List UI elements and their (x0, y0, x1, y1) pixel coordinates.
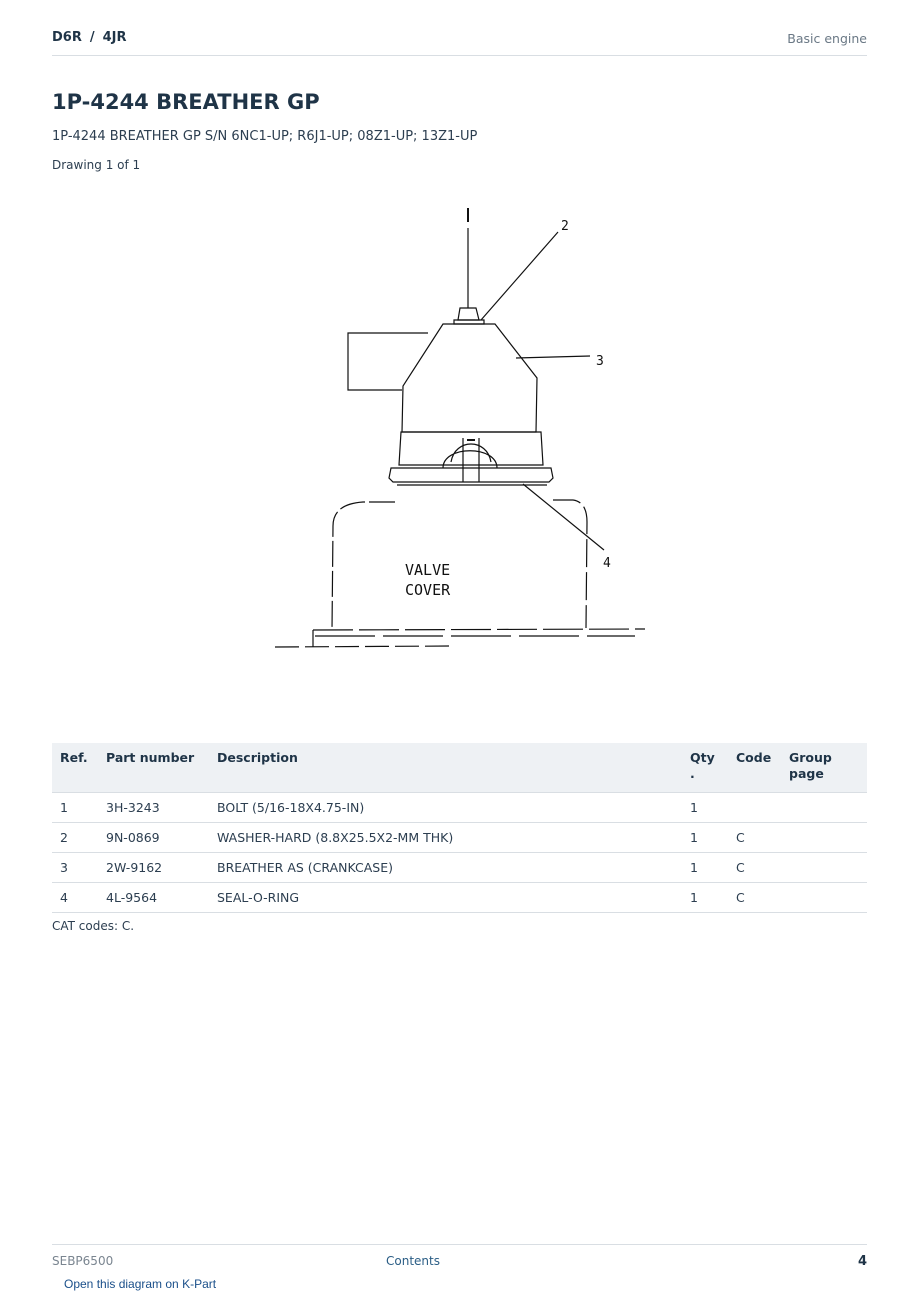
cell-group-page (781, 823, 867, 853)
cell-qty: 1 (682, 883, 728, 913)
cat-codes-note: CAT codes: C. (52, 919, 135, 933)
callout-2[interactable]: 2 (561, 219, 569, 234)
cell-qty: 1 (682, 853, 728, 883)
cell-ref: 2 (52, 823, 98, 853)
cell-description: BOLT (5/16-18X4.75-IN) (209, 793, 682, 823)
page-title: 1P-4244 BREATHER GP (52, 90, 320, 114)
cell-qty: 1 (682, 823, 728, 853)
breather-drawing (265, 200, 655, 700)
page-header (52, 28, 867, 56)
cell-part-number[interactable]: 3H-3243 (98, 793, 209, 823)
open-kpart-link[interactable]: Open this diagram on K-Part (64, 1277, 217, 1291)
drawing-count: Drawing 1 of 1 (52, 158, 141, 172)
callout-4[interactable]: 4 (603, 556, 611, 571)
cell-description: SEAL-O-RING (209, 883, 682, 913)
cell-code: C (728, 853, 781, 883)
breadcrumb-serial-prefix[interactable]: 4JR (102, 30, 127, 45)
header-ref: Ref. (52, 743, 98, 793)
cell-code (728, 793, 781, 823)
cell-ref: 4 (52, 883, 98, 913)
table-row (52, 793, 867, 823)
cell-description: WASHER-HARD (8.8X25.5X2-MM THK) (209, 823, 682, 853)
cell-group-page (781, 853, 867, 883)
header-part-number: Part number (98, 743, 209, 793)
page-footer (52, 1244, 867, 1275)
header-qty: Qty . (682, 743, 728, 793)
parts-table (52, 743, 867, 913)
cell-part-number[interactable]: 4L-9564 (98, 883, 209, 913)
diagram-label-valve: VALVE (405, 561, 451, 579)
callout-3[interactable]: 3 (596, 354, 604, 369)
cell-description: BREATHER AS (CRANKCASE) (209, 853, 682, 883)
breadcrumb (52, 30, 127, 45)
contents-link[interactable]: Contents (386, 1254, 440, 1268)
header-group-page: Group page (781, 743, 867, 793)
page-subtitle: 1P-4244 BREATHER GP S/N 6NC1-UP; R6J1-UP; 08Z1-UP; 13Z1-UP (52, 129, 478, 144)
cell-group-page (781, 793, 867, 823)
section-name: Basic engine (787, 31, 867, 46)
table-row (52, 883, 867, 913)
cell-code: C (728, 883, 781, 913)
table-row (52, 823, 867, 853)
document-id: SEBP6500 (52, 1254, 114, 1268)
cell-ref: 3 (52, 853, 98, 883)
cell-part-number[interactable]: 9N-0869 (98, 823, 209, 853)
header-code: Code (728, 743, 781, 793)
breadcrumb-model[interactable]: D6R (52, 30, 82, 45)
table-header-row (52, 743, 867, 793)
header-description: Description (209, 743, 682, 793)
cell-ref: 1 (52, 793, 98, 823)
cell-part-number[interactable]: 2W-9162 (98, 853, 209, 883)
table-row (52, 853, 867, 883)
cell-group-page (781, 883, 867, 913)
page-number: 4 (857, 1254, 867, 1269)
cell-qty: 1 (682, 793, 728, 823)
cell-code: C (728, 823, 781, 853)
breadcrumb-separator: / (89, 30, 95, 45)
diagram-label-cover: COVER (405, 581, 451, 599)
parts-diagram (265, 200, 655, 700)
